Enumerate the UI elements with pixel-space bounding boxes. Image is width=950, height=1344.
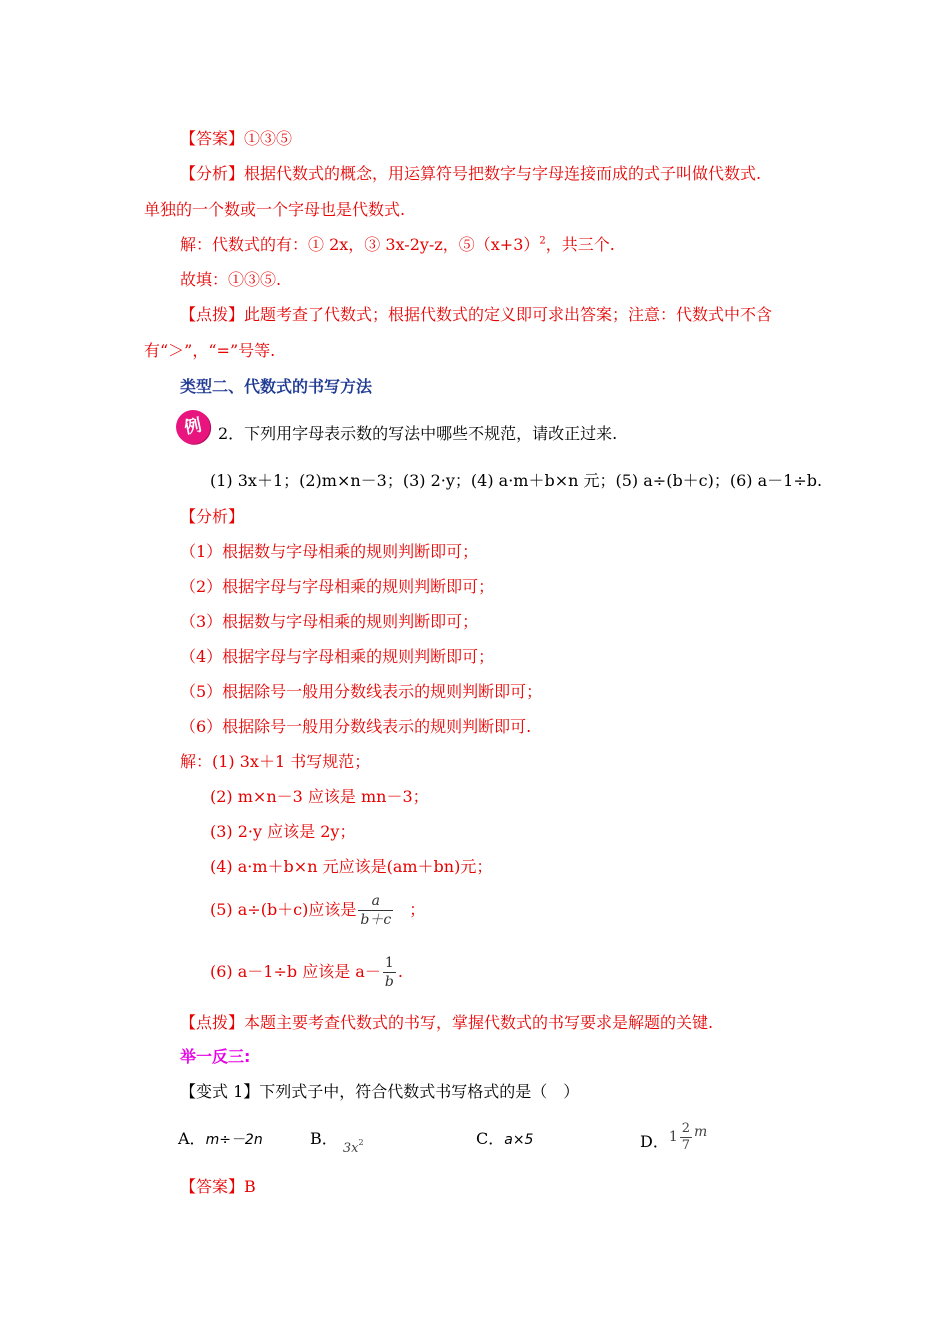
answer2-label: 【答案】: [180, 1177, 245, 1196]
analysis2-item: （6）根据除号一般用分数线表示的规则判断即可.: [180, 717, 532, 736]
solution2-line-5-suffix: ；: [409, 900, 426, 919]
solution2-line-6: [210, 952, 403, 992]
solution2-line-3: (3) 2·y 应该是 2y；: [210, 822, 356, 841]
solution2-line-1: 解：(1) 3x＋1 书写规范；: [180, 752, 371, 771]
solution-exponent: 2: [539, 235, 546, 247]
option-a-expression: m÷－2n: [205, 1132, 263, 1148]
option-d-label: D．: [640, 1132, 669, 1151]
tip2-label: 【点拨】: [180, 1013, 245, 1032]
option-d: [640, 1112, 707, 1162]
solution2-line-4: (4) a·m＋b×n 元应该是(am＋bn)元；: [210, 857, 493, 876]
answer-value: ①③⑤: [244, 129, 293, 148]
fraction-denominator: b: [384, 973, 394, 990]
analysis2-item: （4）根据字母与字母相乘的规则判断即可；: [180, 647, 495, 666]
option-a: [178, 1128, 263, 1151]
solution2-line-2: (2) m×n－3 应该是 mn－3；: [210, 787, 429, 806]
solution2-line-6-prefix: (6) a－1÷b 应该是 a－: [210, 962, 381, 981]
fraction-denominator: 7: [681, 1137, 691, 1153]
fraction-denominator: b＋c: [360, 911, 392, 928]
analysis-text: 根据代数式的概念，用运算符号把数字与字母连接而成的式子叫做代数式.: [244, 164, 762, 183]
solution2-line-6-suffix: .: [397, 962, 403, 981]
solution-suffix: ，共三个.: [545, 235, 615, 254]
fraction-one-over-b: [383, 954, 396, 991]
tip-line-2: 有“＞”，“=”号等.: [144, 341, 276, 360]
answer2-line: [180, 1176, 256, 1198]
example-items: (1) 3x＋1；(2)m×n－3；(3) 2·y；(4) a·m＋b×n 元；(5) a÷(b＋c)；(6) a－1÷b.: [210, 471, 823, 490]
analysis-label: 【分析】: [180, 164, 245, 183]
tip2-text: 本题主要考查代数式的书写，掌握代数式的书写要求是解题的关键.: [244, 1013, 714, 1032]
option-d-whole: 1: [668, 1129, 678, 1145]
option-a-label: A．: [178, 1129, 206, 1148]
answer-label: 【答案】: [180, 129, 245, 148]
option-b: [310, 1128, 364, 1156]
option-c-expression: a×5: [504, 1132, 534, 1148]
answer-line: [180, 128, 292, 150]
answer2-value: B: [244, 1177, 256, 1196]
variant-question: 下列式子中，符合代数式书写格式的是（ ）: [259, 1082, 580, 1101]
option-d-fraction: [680, 1121, 692, 1154]
option-d-mixed-number: [669, 1117, 707, 1157]
solution-prefix: 解：代数式的有：① 2x，③ 3x-2y-z，⑤（x+3）: [180, 235, 540, 254]
option-d-variable: m: [694, 1124, 708, 1140]
tip-line-1: [180, 304, 772, 326]
solution2-line-5: [210, 890, 425, 930]
fraction-numerator: 1: [384, 954, 394, 971]
fraction-numerator: 2: [681, 1120, 691, 1136]
variant-label: 【变式 1】: [180, 1082, 260, 1101]
option-c: [476, 1128, 533, 1151]
solution-line: [180, 234, 615, 256]
analysis2-label: 【分析】: [180, 507, 245, 526]
fill-line: 故填：①③⑤.: [180, 270, 282, 289]
tip-text: 此题考查了代数式；根据代数式的定义即可求出答案；注意：代数式中不含: [244, 305, 773, 324]
practice-header: 举一反三:: [180, 1047, 251, 1066]
analysis2-item: （2）根据字母与字母相乘的规则判断即可；: [180, 577, 495, 596]
option-c-label: C．: [476, 1129, 505, 1148]
section-title: 类型二、代数式的书写方法: [180, 377, 373, 396]
fraction-numerator: a: [371, 892, 380, 909]
tip-label: 【点拨】: [180, 305, 245, 324]
tip2-line: [180, 1012, 713, 1034]
analysis2-item: （1）根据数与字母相乘的规则判断即可；: [180, 542, 479, 561]
analysis2-item: （5）根据除号一般用分数线表示的规则判断即可；: [180, 682, 543, 701]
example-question: 2．下列用字母表示数的写法中哪些不规范，请改正过来.: [218, 424, 618, 443]
option-b-expression: 3x: [342, 1141, 359, 1156]
solution2-line-5-prefix: (5) a÷(b＋c)应该是: [210, 900, 357, 919]
analysis2-item: （3）根据数与字母相乘的规则判断即可；: [180, 612, 479, 631]
example-badge: 例: [173, 407, 213, 447]
option-b-exponent: 2: [358, 1138, 364, 1147]
analysis-line-1: [180, 163, 761, 185]
variant-question-line: [180, 1081, 579, 1103]
option-b-label: B．: [310, 1129, 338, 1148]
fraction-a-over-b-plus-c: [358, 892, 393, 929]
analysis-line-2: 单独的一个数或一个字母也是代数式.: [144, 200, 406, 219]
